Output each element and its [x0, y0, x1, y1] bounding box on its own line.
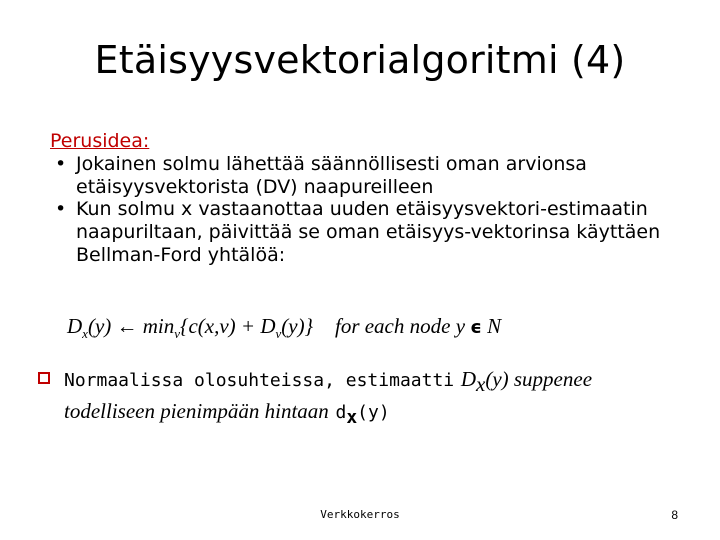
note-line-1 — [38, 366, 688, 398]
formula-lhs-arg: (y) ← min — [87, 314, 175, 338]
note-d: d — [335, 402, 347, 424]
note-text: Normaalissa olosuhteissa, estimaatti — [64, 370, 455, 391]
formula-lhs: D — [67, 314, 83, 338]
footer-label: Verkkokerros — [320, 508, 400, 521]
formula-set: N — [487, 314, 502, 338]
element-of-symbol: ϵ — [470, 317, 482, 338]
bullet-line: Jokainen solmu lähettää säännöllisesti oman arvionsa — [76, 152, 587, 175]
note-rest: (y) suppenee — [485, 367, 593, 391]
formula-body-end: (y)} — [281, 314, 313, 338]
note-rest: (y) — [357, 402, 390, 424]
bullet-line: etäisyysvektorista (DV) naapureilleen — [76, 175, 434, 198]
note-d: D — [460, 367, 476, 391]
bellman-ford-formula — [67, 314, 501, 342]
note-d-subscript: x — [346, 407, 358, 429]
bullet-item — [50, 198, 700, 266]
formula-qualifier: for each node y — [334, 314, 466, 338]
formula-lhs-subscript: x — [82, 326, 88, 342]
section-heading: Perusidea: — [50, 130, 150, 152]
bullet-icon: • — [55, 198, 67, 221]
convergence-note — [38, 366, 688, 429]
body-text — [50, 130, 700, 267]
checkbox-bullet-icon — [38, 372, 50, 384]
bullet-line: Kun solmu x vastaanottaa uuden etäisyysvektori-estimaatin — [76, 198, 648, 221]
note-d-subscript: x — [476, 372, 486, 397]
slide-title: Etäisyysvektorialgoritmi (4) — [94, 38, 626, 82]
formula-d-subscript: v — [275, 326, 282, 342]
bullet-icon: • — [55, 152, 67, 175]
bullet-line: naapuriltaan, päivittää se oman etäisyys-vektorinsa käyttäen — [76, 221, 661, 244]
bullet-item — [50, 153, 700, 199]
note-text: todelliseen pienimpään hintaan — [64, 399, 329, 424]
formula-body: {c(x,v) + D — [180, 314, 276, 338]
page-number: 8 — [671, 508, 678, 522]
formula-min-subscript: v — [174, 326, 181, 342]
bullet-line: Bellman-Ford yhtälöä: — [76, 243, 286, 266]
note-line-2 — [38, 398, 688, 429]
